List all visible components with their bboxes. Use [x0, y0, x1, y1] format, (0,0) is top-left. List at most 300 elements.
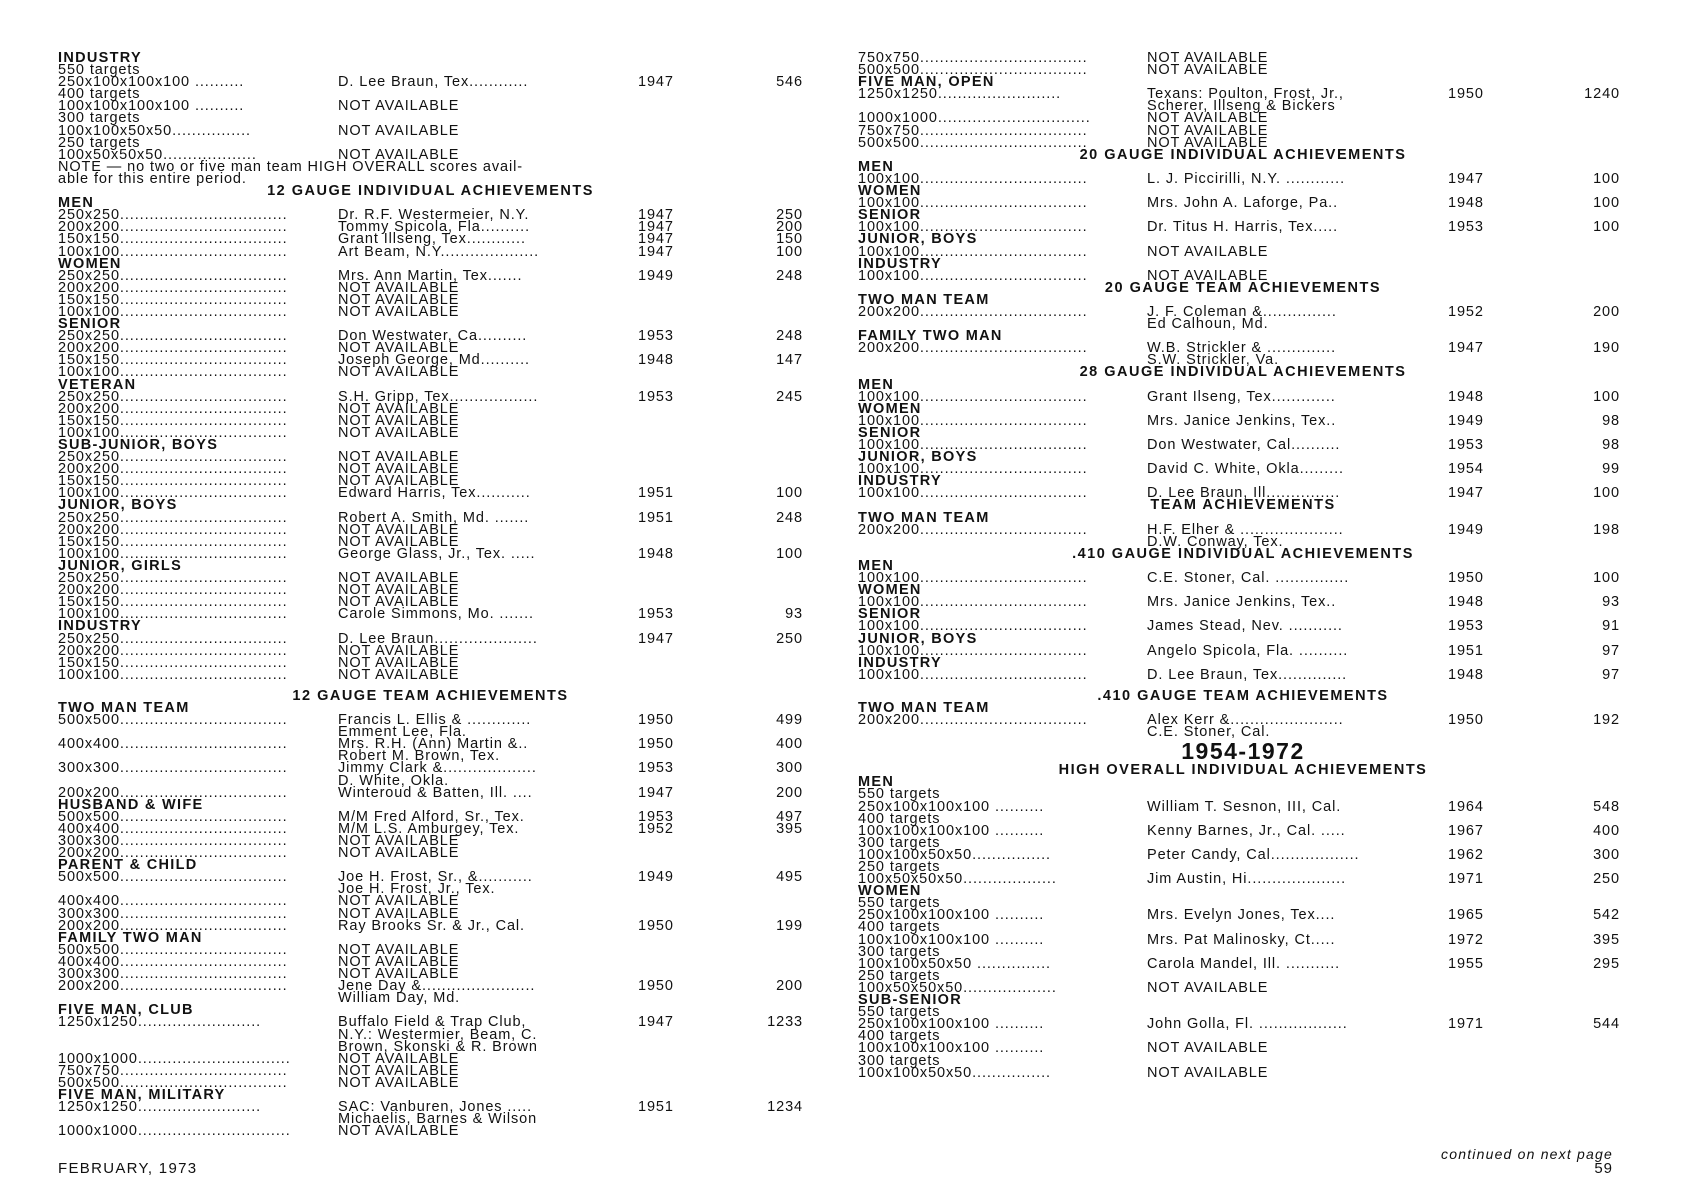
record-holder: Texans: Poulton, Frost, Jr.,: [1147, 86, 1344, 103]
record-holder: NOT AVAILABLE: [338, 1050, 460, 1067]
category-heading: HUSBAND & WIFE: [58, 796, 204, 813]
section-heading: .410 GAUGE INDIVIDUAL ACHIEVEMENTS: [1072, 545, 1414, 562]
record-points: 546: [776, 74, 803, 91]
record-points: 100: [776, 243, 803, 260]
record-row: [858, 666, 1628, 683]
record-holder: S.H. Gripp, Tex..................: [338, 388, 539, 405]
record-points: 495: [776, 869, 803, 886]
record-score: 500x500..................................: [858, 62, 1088, 79]
record-row: [858, 1064, 1628, 1081]
record-points: 245: [776, 388, 803, 405]
line-text: able for this entire period.: [58, 170, 247, 187]
record-year: 1948: [638, 352, 674, 369]
record-score: 500x500..................................: [58, 941, 288, 958]
line-text: 400 targets: [58, 86, 141, 103]
record-points: 250: [1593, 871, 1620, 888]
record-holder: NOT AVAILABLE: [1147, 1064, 1269, 1081]
record-score: 100x100..................................: [858, 666, 1088, 683]
record-row: [58, 1123, 803, 1140]
record-score: 250x250..................................: [58, 630, 288, 647]
record-holder: NOT AVAILABLE: [338, 642, 460, 659]
record-points: 250: [776, 630, 803, 647]
record-row: [858, 1016, 1628, 1033]
record-score: 500x500..................................: [58, 808, 288, 825]
record-score: 200x200..................................: [58, 784, 288, 801]
line-text: 400 targets: [858, 810, 941, 827]
record-points: 499: [776, 712, 803, 729]
category-heading: JUNIOR, BOYS: [858, 231, 978, 248]
line-text: 300 targets: [858, 834, 941, 851]
record-year: 1950: [638, 917, 674, 934]
record-points: 395: [776, 820, 803, 837]
record-score: 200x200..................................: [858, 712, 1088, 729]
category-heading: TWO MAN TEAM: [858, 699, 990, 716]
record-score: 750x750..................................: [58, 1062, 288, 1079]
record-score: 250x250..................................: [58, 449, 288, 466]
record-holder: Mrs. Janice Jenkins, Tex..: [1147, 594, 1337, 611]
record-year: 1949: [638, 869, 674, 886]
record-holder: L. J. Piccirilli, N.Y. ............: [1147, 170, 1346, 187]
record-points: 198: [1593, 521, 1620, 538]
category-heading: JUNIOR, BOYS: [858, 449, 978, 466]
record-score: 100x100x100x100 ..........: [858, 1040, 1045, 1057]
record-holder: Carola Mandel, Ill. ...........: [1147, 955, 1341, 972]
record-row: [858, 243, 1628, 260]
record-holder: Ray Brooks Sr. & Jr., Cal.: [338, 917, 525, 934]
record-holder: Jene Day &.......................: [338, 978, 536, 995]
record-holder: NOT AVAILABLE: [338, 833, 460, 849]
page-number: 59: [1594, 1160, 1613, 1177]
record-score: 150x150..................................: [58, 412, 288, 429]
line-text: 250 targets: [858, 859, 941, 875]
record-year: 1951: [638, 1099, 674, 1116]
record-holder: Robert M. Brown, Tex.: [338, 748, 501, 765]
record-score: 200x200..................................: [58, 978, 288, 995]
category-heading: JUNIOR, GIRLS: [58, 557, 183, 574]
record-score: 100x100..................................: [858, 594, 1088, 611]
record-score: 250x250..................................: [58, 388, 288, 405]
category-heading: FIVE MAN, CLUB: [58, 1002, 194, 1019]
record-row: [858, 461, 1628, 478]
record-holder: NOT AVAILABLE: [338, 845, 460, 862]
record-points: 98: [1602, 437, 1620, 453]
record-score: 100x100x100x100 ..........: [858, 822, 1045, 839]
record-holder: NOT AVAILABLE: [338, 364, 460, 381]
record-holder: Alex Kerr &.......................: [1147, 712, 1344, 729]
record-holder: NOT AVAILABLE: [338, 146, 460, 163]
record-holder: NOT AVAILABLE: [1147, 243, 1269, 260]
record-score: 100x100..................................: [58, 666, 288, 683]
record-row: [58, 98, 803, 115]
record-year: 1953: [638, 760, 674, 777]
record-holder: NOT AVAILABLE: [1147, 1040, 1269, 1057]
category-heading: SUB-SENIOR: [858, 992, 963, 1009]
record-holder: J. F. Coleman &...............: [1147, 303, 1337, 320]
record-year: 1965: [1448, 907, 1484, 924]
record-points: 93: [1602, 594, 1620, 611]
record-holder: NOT AVAILABLE: [1147, 110, 1269, 127]
record-holder: Kenny Barnes, Jr., Cal. .....: [1147, 822, 1346, 839]
record-holder: Tommy Spicola, Fla..........: [338, 219, 530, 236]
record-score: 150x150..................................: [58, 352, 288, 369]
record-holder: Scherer, Illseng & Bickers: [1147, 98, 1336, 115]
record-score: 100x100..................................: [858, 219, 1088, 236]
category-heading: FIVE MAN, OPEN: [858, 74, 995, 91]
record-score: 250x250..................................: [58, 509, 288, 526]
record-points: 99: [1602, 461, 1620, 478]
record-year: 1950: [1448, 570, 1484, 587]
record-holder: Robert A. Smith, Md. .......: [338, 509, 530, 526]
record-points: 150: [776, 231, 803, 248]
category-heading: TWO MAN TEAM: [858, 509, 990, 526]
section-heading: HIGH OVERALL INDIVIDUAL ACHIEVEMENTS: [1058, 762, 1428, 779]
record-score: 100x50x50x50...................: [858, 979, 1057, 996]
record-holder: Mrs. Evelyn Jones, Tex....: [1147, 907, 1336, 924]
record-year: 1953: [638, 328, 674, 345]
record-score: 200x200..................................: [58, 340, 288, 357]
section-heading: .410 GAUGE TEAM ACHIEVEMENTS: [1097, 687, 1389, 704]
record-holder: NOT AVAILABLE: [338, 966, 460, 983]
category-heading: WOMEN: [858, 183, 922, 200]
record-score: 100x100..................................: [858, 570, 1088, 587]
record-holder: Peter Candy, Cal..................: [1147, 846, 1360, 863]
record-points: 248: [776, 328, 803, 345]
record-year: 1949: [638, 267, 674, 284]
record-score: 750x750..................................: [858, 50, 1088, 66]
footer-date: FEBRUARY, 1973: [58, 1160, 198, 1177]
record-holder: Emment Lee, Fla.: [338, 724, 467, 741]
record-row: [858, 871, 1628, 888]
record-score: 150x150..................................: [58, 231, 288, 248]
record-score: 1000x1000...............................: [58, 1050, 291, 1067]
record-year: 1952: [638, 820, 674, 837]
record-points: 100: [776, 485, 803, 502]
category-heading: FIVE MAN, MILITARY: [58, 1086, 226, 1103]
record-holder: Ed Calhoun, Md.: [1147, 316, 1269, 333]
section-heading: 12 GAUGE INDIVIDUAL ACHIEVEMENTS: [267, 183, 594, 200]
record-holder: N.Y.: Westermier, Beam, C.: [338, 1026, 538, 1043]
line-text: 250 targets: [858, 967, 941, 984]
record-year: 1947: [638, 74, 674, 91]
record-points: 542: [1593, 907, 1620, 924]
record-score: 100x100x50x50................: [58, 122, 251, 139]
record-year: 1948: [638, 545, 674, 562]
category-heading: MEN: [858, 774, 895, 791]
record-holder: NOT AVAILABLE: [1147, 62, 1269, 79]
record-holder: George Glass, Jr., Tex. .....: [338, 545, 536, 562]
record-holder: NOT AVAILABLE: [338, 654, 460, 671]
record-holder: NOT AVAILABLE: [338, 461, 460, 478]
category-heading: INDUSTRY: [858, 654, 942, 671]
record-row: [858, 907, 1628, 924]
record-score: 100x100..................................: [858, 642, 1088, 659]
record-year: 1947: [1448, 340, 1484, 357]
record-score: 100x100..................................: [58, 485, 288, 502]
record-holder: NOT AVAILABLE: [338, 1074, 460, 1091]
record-year: 1948: [1448, 195, 1484, 212]
record-row: [858, 170, 1628, 187]
record-year: 1952: [1448, 303, 1484, 320]
record-holder: SAC: Vanburen, Jones .....: [338, 1099, 533, 1116]
record-holder: D. White, Okla.: [338, 772, 449, 789]
record-points: 1233: [767, 1014, 803, 1031]
record-row: [858, 195, 1628, 212]
category-heading: MEN: [858, 557, 895, 574]
record-score: 300x300..................................: [58, 905, 288, 922]
record-holder: Joseph George, Md..........: [338, 352, 530, 369]
record-year: 1953: [1448, 618, 1484, 635]
record-points: 200: [1593, 303, 1620, 320]
record-holder: NOT AVAILABLE: [338, 303, 460, 320]
category-heading: FAMILY TWO MAN: [58, 929, 203, 946]
line-text: 550 targets: [858, 1004, 941, 1021]
record-score: 100x100x50x50................: [858, 1064, 1051, 1081]
record-holder: William T. Sesnon, III, Cal.: [1147, 798, 1342, 815]
record-holder: NOT AVAILABLE: [338, 122, 460, 139]
record-score: 750x750..................................: [858, 122, 1088, 139]
category-heading: INDUSTRY: [58, 50, 142, 66]
record-holder: Art Beam, N.Y....................: [338, 243, 540, 260]
category-heading: SENIOR: [58, 316, 122, 333]
record-year: 1948: [1448, 666, 1484, 683]
category-heading: SENIOR: [858, 606, 922, 623]
record-year: 1950: [638, 736, 674, 753]
record-holder: D. Lee Braun, Tex..............: [1147, 666, 1348, 683]
record-score: 1000x1000...............................: [58, 1123, 291, 1140]
record-year: 1953: [1448, 219, 1484, 236]
record-holder: NOT AVAILABLE: [338, 400, 460, 417]
category-heading: TWO MAN TEAM: [58, 699, 190, 716]
record-holder: Mrs. Ann Martin, Tex.......: [338, 267, 523, 284]
record-row: [858, 931, 1628, 948]
record-score: 100x100..................................: [858, 618, 1088, 635]
section-heading: TEAM ACHIEVEMENTS: [1150, 497, 1336, 514]
record-holder: NOT AVAILABLE: [338, 953, 460, 970]
record-holder: Mrs. Janice Jenkins, Tex..: [1147, 412, 1337, 429]
record-holder: NOT AVAILABLE: [1147, 50, 1269, 66]
record-score: 1250x1250.........................: [58, 1099, 262, 1116]
record-points: 100: [1593, 388, 1620, 405]
category-heading: JUNIOR, BOYS: [858, 630, 978, 647]
record-row: [58, 364, 803, 381]
record-points: 97: [1602, 642, 1620, 659]
record-year: 1953: [638, 388, 674, 405]
record-holder: John Golla, Fl. ..................: [1147, 1016, 1348, 1033]
category-heading: PARENT & CHILD: [58, 857, 198, 874]
category-heading: WOMEN: [858, 400, 922, 417]
record-score: 200x200..................................: [858, 303, 1088, 320]
record-points: 400: [776, 736, 803, 753]
record-score: 250x100x100x100 ..........: [858, 1016, 1045, 1033]
record-holder: NOT AVAILABLE: [338, 340, 460, 357]
record-holder: Winteroud & Batten, Ill. ....: [338, 784, 533, 801]
record-holder: C.E. Stoner, Cal. ...............: [1147, 570, 1350, 587]
record-score: 150x150..................................: [58, 473, 288, 490]
record-holder: Dr. Titus H. Harris, Tex.....: [1147, 219, 1339, 236]
record-year: 1947: [638, 207, 674, 224]
record-score: 100x100..................................: [858, 485, 1088, 502]
category-heading: FAMILY TWO MAN: [858, 328, 1003, 345]
record-year: 1962: [1448, 846, 1484, 863]
record-points: 91: [1602, 618, 1620, 635]
record-score: 200x200..................................: [58, 521, 288, 538]
record-holder: Don Westwater, Cal..........: [1147, 437, 1341, 453]
record-points: 192: [1593, 712, 1620, 729]
record-points: 190: [1593, 340, 1620, 357]
category-heading: SENIOR: [858, 424, 922, 441]
category-heading: MEN: [858, 376, 895, 393]
record-score: 150x150..................................: [58, 291, 288, 308]
line-text: 550 targets: [858, 786, 941, 803]
record-points: 100: [776, 545, 803, 562]
record-holder: Mrs. Pat Malinosky, Ct.....: [1147, 931, 1336, 948]
record-score: 300x300..................................: [58, 833, 288, 849]
record-row: [858, 594, 1628, 611]
record-row: [58, 606, 803, 623]
record-holder: NOT AVAILABLE: [338, 594, 460, 611]
record-points: 100: [1593, 219, 1620, 236]
record-holder: D. Lee Braun.....................: [338, 630, 538, 647]
record-year: 1947: [638, 231, 674, 248]
record-score: 100x100x100x100 ..........: [858, 931, 1045, 948]
record-score: 200x200..................................: [58, 917, 288, 934]
category-heading: SENIOR: [858, 207, 922, 224]
record-points: 248: [776, 509, 803, 526]
record-score: 100x100..................................: [58, 606, 288, 623]
record-score: 100x100..................................: [858, 267, 1088, 284]
record-row: [858, 798, 1628, 815]
record-holder: James Stead, Nev. ...........: [1147, 618, 1343, 635]
record-points: 548: [1593, 798, 1620, 815]
left-column: [58, 50, 803, 1140]
record-year: 1953: [1448, 437, 1484, 453]
record-holder: Jimmy Clark &...................: [338, 760, 537, 777]
record-holder: NOT AVAILABLE: [338, 1062, 460, 1079]
record-holder: M/M L.S. Amburgey, Tex.: [338, 820, 520, 837]
record-row: [858, 846, 1628, 863]
record-holder: NOT AVAILABLE: [338, 279, 460, 296]
record-score: 1250x1250.........................: [58, 1014, 262, 1031]
record-holder: Angelo Spicola, Fla. ..........: [1147, 642, 1349, 659]
category-heading: INDUSTRY: [858, 473, 942, 490]
record-score: 250x250..................................: [58, 570, 288, 587]
record-holder: NOT AVAILABLE: [338, 291, 460, 308]
record-score: 500x500..................................: [58, 869, 288, 886]
record-year: 1971: [1448, 871, 1484, 888]
record-row: [58, 74, 803, 91]
category-heading: VETERAN: [58, 376, 137, 393]
record-holder: NOT AVAILABLE: [338, 666, 460, 683]
record-points: 93: [785, 606, 803, 623]
record-score: 400x400..................................: [58, 953, 288, 970]
record-year: 1947: [638, 243, 674, 260]
record-points: 98: [1602, 412, 1620, 429]
record-holder: NOT AVAILABLE: [1147, 979, 1269, 996]
record-holder: NOT AVAILABLE: [338, 533, 460, 550]
record-score: 100x100..................................: [58, 243, 288, 260]
record-year: 1949: [1448, 521, 1484, 538]
record-score: 400x400..................................: [58, 893, 288, 910]
line-text: 400 targets: [858, 919, 941, 936]
record-score: 250x100x100x100 ..........: [858, 907, 1045, 924]
category-heading: WOMEN: [858, 582, 922, 599]
category-heading: SUB-JUNIOR, BOYS: [58, 437, 219, 453]
record-points: 97: [1602, 666, 1620, 683]
record-holder: David C. White, Okla.........: [1147, 461, 1344, 478]
record-score: 100x100..................................: [858, 243, 1088, 260]
record-score: 100x100..................................: [858, 388, 1088, 405]
record-points: 497: [776, 808, 803, 825]
record-score: 200x200..................................: [58, 845, 288, 862]
record-score: 100x100x50x50................: [858, 846, 1051, 863]
record-holder: NOT AVAILABLE: [338, 521, 460, 538]
category-heading: INDUSTRY: [858, 255, 942, 272]
record-score: 250x250..................................: [58, 207, 288, 224]
record-score: 150x150..................................: [58, 654, 288, 671]
record-holder: Mrs. R.H. (Ann) Martin &..: [338, 736, 529, 753]
record-holder: H.F. Elher & .....................: [1147, 521, 1344, 538]
record-row: [858, 388, 1628, 405]
record-score: 100x50x50x50...................: [858, 871, 1057, 888]
record-holder: D. Lee Braun, Ill...............: [1147, 485, 1341, 502]
record-holder: W.B. Strickler & ..............: [1147, 340, 1337, 357]
record-row: [58, 122, 803, 139]
line-text: 300 targets: [858, 943, 941, 960]
record-row: [858, 955, 1628, 972]
record-score: 250x250..................................: [58, 267, 288, 284]
record-points: 300: [1593, 846, 1620, 863]
record-holder: NOT AVAILABLE: [338, 98, 460, 115]
category-heading: TWO MAN TEAM: [858, 291, 990, 308]
record-score: 100x100..................................: [58, 364, 288, 381]
record-year: 1950: [638, 712, 674, 729]
section-heading: 28 GAUGE INDIVIDUAL ACHIEVEMENTS: [1079, 364, 1407, 381]
record-points: 100: [1593, 170, 1620, 187]
line-text: 400 targets: [858, 1028, 941, 1045]
record-score: 300x300..................................: [58, 760, 288, 777]
record-year: 1947: [638, 219, 674, 236]
record-score: 100x100x100x100 ..........: [58, 98, 245, 115]
record-year: 1964: [1448, 798, 1484, 815]
record-score: 100x100..................................: [58, 545, 288, 562]
record-score: 1250x1250.........................: [858, 86, 1062, 103]
record-holder: Joe H. Frost, Sr., &...........: [338, 869, 533, 886]
record-score: 250x100x100x100 ..........: [858, 798, 1045, 815]
record-points: 295: [1593, 955, 1620, 972]
record-year: 1971: [1448, 1016, 1484, 1033]
record-points: 248: [776, 267, 803, 284]
record-holder: Dr. R.F. Westermeier, N.Y.: [338, 207, 530, 224]
record-holder: Jim Austin, Hi....................: [1147, 871, 1346, 888]
record-year: 1972: [1448, 931, 1484, 948]
record-holder: NOT AVAILABLE: [338, 893, 460, 910]
record-holder: NOT AVAILABLE: [338, 905, 460, 922]
record-row: [858, 642, 1628, 659]
category-heading: JUNIOR, BOYS: [58, 497, 178, 514]
section-heading: 20 GAUGE INDIVIDUAL ACHIEVEMENTS: [1079, 146, 1407, 163]
record-points: 147: [776, 352, 803, 369]
record-row: [58, 303, 803, 320]
record-points: 395: [1593, 931, 1620, 948]
record-year: 1949: [1448, 412, 1484, 429]
record-holder: Grant Illseng, Tex............: [338, 231, 526, 248]
category-heading: WOMEN: [58, 255, 122, 272]
line-text: 550 targets: [858, 895, 941, 912]
record-points: 200: [776, 978, 803, 995]
record-score: 150x150..................................: [58, 533, 288, 550]
record-holder: NOT AVAILABLE: [338, 412, 460, 429]
record-points: 1240: [1584, 86, 1620, 103]
